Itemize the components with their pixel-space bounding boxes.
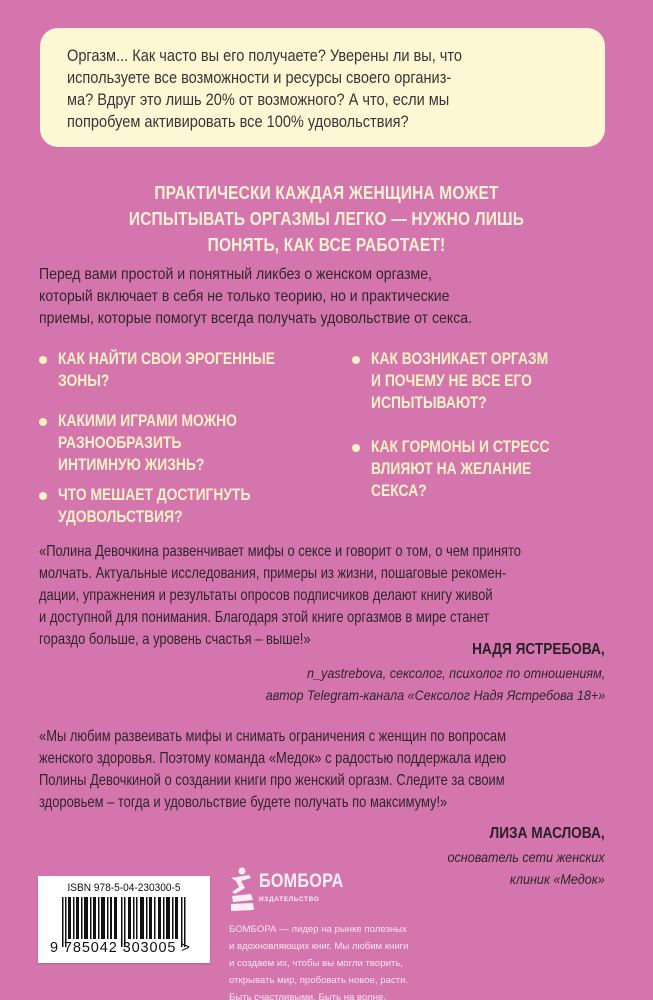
quote-author: НАДЯ ЯСТРЕБОВА, xyxy=(472,641,605,658)
role-line: основатель сети женских xyxy=(447,849,605,865)
intro-text xyxy=(67,45,576,133)
bullet-dot-icon xyxy=(352,444,360,452)
intro-line: ма? Вдруг это лишь 20% от возможного? А что, если мы xyxy=(67,91,450,109)
role-line: n_yastrebova, сексолог, психолог по отношениям, xyxy=(306,665,605,681)
quote-line: молчать. Актуальные исследования, примеры из жизни, пошаговые рекомен- xyxy=(39,565,507,582)
quote-line: и доступной для понимания. Благодаря этой книге оргазмов в мире станет xyxy=(39,609,490,626)
desc-line: БОМБОРА — лидер на рынке полезных xyxy=(229,924,407,935)
publisher-subtitle: ИЗДАТЕЛЬСТВО xyxy=(259,896,320,903)
bullet-line: ИНТИМНУЮ ЖИЗНЬ? xyxy=(58,456,205,474)
bullet-line: КАК ВОЗНИКАЕТ ОРГАЗМ xyxy=(371,350,549,368)
publisher-logo xyxy=(229,866,389,914)
intro-line: используете все возможности и ресурсы своего организ- xyxy=(67,69,452,87)
isbn-barcode xyxy=(38,876,210,963)
publisher-description xyxy=(229,921,449,1000)
bullet-line: КАКИМИ ИГРАМИ МОЖНО xyxy=(58,412,237,430)
lead-line: Перед вами простой и понятный ликбез о женском оргазме, xyxy=(39,266,432,283)
quote-author-role xyxy=(430,846,605,890)
headline-line: ПОНЯТЬ, КАК ВСЕ РАБОТАЕТ! xyxy=(207,235,446,255)
desc-line: открывать мир, пробовать новое, расти. xyxy=(229,975,409,986)
quote-author-role xyxy=(228,662,605,706)
headline-line: ПРАКТИЧЕСКИ КАЖДАЯ ЖЕНЩИНА МОЖЕТ xyxy=(154,183,499,203)
lead-line: приемы, которые помогут всегда получать удовольствие от секса. xyxy=(39,310,472,327)
bullet-line: ЗОНЫ? xyxy=(58,372,110,390)
headline-line: ИСПЫТЫВАТЬ ОРГАЗМЫ ЛЕГКО — НУЖНО ЛИШЬ xyxy=(128,209,525,229)
bullet-line: УДОВОЛЬСТВИЯ? xyxy=(58,508,183,526)
quote-line: «Мы любим развеивать мифы и снимать ограничения с женщин по вопросам xyxy=(39,728,506,745)
quote-line: женского здоровья. Поэтому команда «Медок» с радостью поддержала идею xyxy=(39,750,507,767)
bullet-dot-icon xyxy=(352,356,360,364)
lead-line: который включает в себя не только теорию, но и практические xyxy=(39,288,450,305)
isbn-label: ISBN 978-5-04-230300-5 xyxy=(67,882,181,894)
intro-box xyxy=(40,28,605,147)
bullet-line: И ПОЧЕМУ НЕ ВСЕ ЕГО xyxy=(371,372,532,390)
headline xyxy=(0,180,653,258)
quote-author: ЛИЗА МАСЛОВА, xyxy=(490,825,605,842)
quote-line: дации, упражнения и результаты опросов подписчиков делают книгу живой xyxy=(39,587,493,604)
ean-number: 9 785042 303005 > xyxy=(50,940,191,956)
bullet-line: РАЗНООБРАЗИТЬ xyxy=(58,434,182,452)
bullet-dot-icon xyxy=(39,418,47,426)
bullet-dot-icon xyxy=(39,356,47,364)
testimonial-quote xyxy=(39,541,605,651)
publisher-block xyxy=(229,866,409,1000)
desc-line: Быть счастливыми. Быть на волне. xyxy=(229,992,387,1000)
publisher-name: БОМБОРА xyxy=(259,871,344,892)
quote-line: здоровьем – тогда и удовольствие будете получать по максимуму!» xyxy=(39,794,448,811)
quote-line: гораздо больше, а уровень счастья – выше!» xyxy=(39,631,311,648)
bullet-dot-icon xyxy=(39,492,47,500)
intro-line: Оргазм... Как часто вы его получаете? Уверены ли вы, что xyxy=(67,47,463,65)
bullet-line: КАК ГОРМОНЫ И СТРЕСС xyxy=(371,438,550,456)
desc-line: и вдохновляющих книг. Мы любим книги xyxy=(229,941,409,952)
bullet-line: СЕКСА? xyxy=(371,482,427,500)
intro-line: попробуем активировать все 100% удовольствия? xyxy=(67,113,409,131)
quote-line: «Полина Девочкина развенчивает мифы о сексе и говорит о том, о чем принято xyxy=(39,543,522,560)
bullet-line: ЧТО МЕШАЕТ ДОСТИГНУТЬ xyxy=(58,486,251,504)
role-line: автор Telegram-канала «Сексолог Надя Ястребова 18+» xyxy=(265,687,605,703)
lead-paragraph xyxy=(39,264,619,330)
bullet-line: КАК НАЙТИ СВОИ ЭРОГЕННЫЕ xyxy=(58,350,275,368)
bombora-logo-icon xyxy=(229,866,255,912)
testimonial-quote xyxy=(39,726,605,814)
bullet-line: ИСПЫТЫВАЮТ? xyxy=(371,394,487,412)
bullet-line: ВЛИЯЮТ НА ЖЕЛАНИЕ xyxy=(371,460,532,478)
desc-line: и создаем их, чтобы вы могли творить, xyxy=(229,958,404,969)
quote-line: Полины Девочкиной о создании книги про женский оргазм. Следите за своим xyxy=(39,772,505,789)
role-line: клиник «Медок» xyxy=(510,871,605,887)
